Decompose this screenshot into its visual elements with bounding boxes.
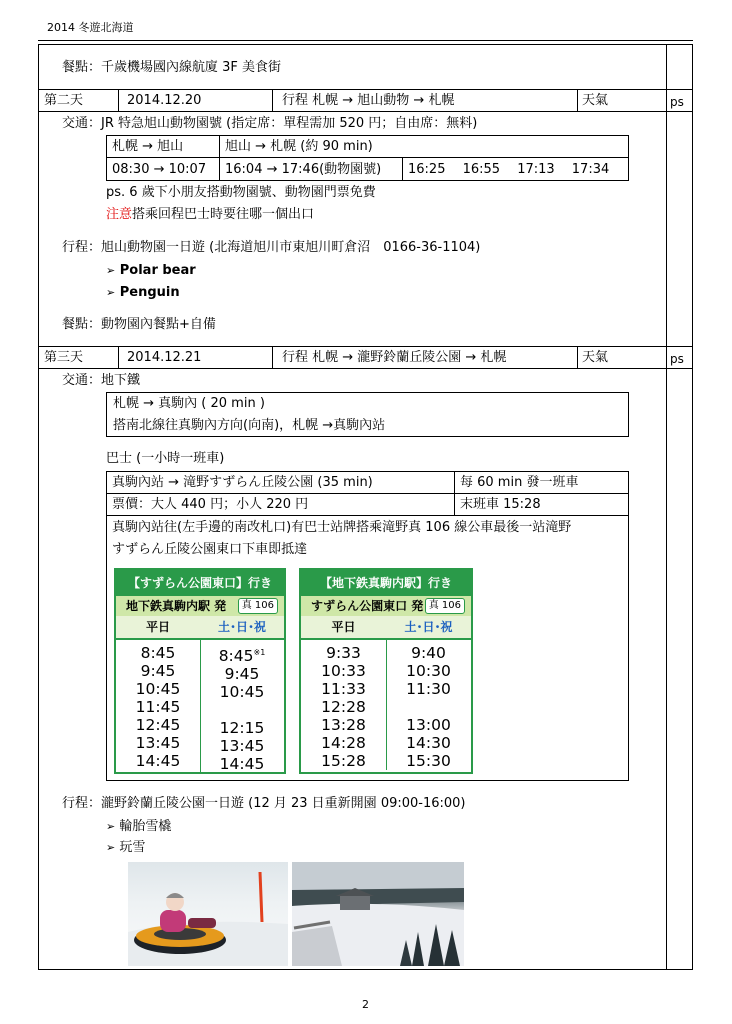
day2-label: 第二天 <box>44 93 84 108</box>
departure-time: 13:45 <box>135 734 181 752</box>
column-divider <box>577 346 578 368</box>
timetable-header: 【地下鉄真駒内駅】行き <box>301 570 471 596</box>
bullet-item <box>106 819 171 835</box>
meal-day1: 餐點：千歲機場國內線航廈 3F 美食街 <box>62 60 282 75</box>
departure-time: 9:40 <box>411 644 446 662</box>
photo-snow-park <box>292 862 464 966</box>
column-divider <box>454 471 455 515</box>
departure-time: 10:30 <box>406 662 451 680</box>
column-divider <box>666 89 667 111</box>
column-divider <box>272 346 273 368</box>
departure-time: 12:28 <box>321 698 366 716</box>
departure-time: 10:33 <box>321 662 366 680</box>
departure-time: 14:30 <box>406 734 451 752</box>
jr-return-route: 旭山 → 札幌 (約 90 min) <box>225 139 373 154</box>
col-weekend: 土･日･祝 <box>217 620 266 634</box>
departure-time: 9:45 <box>224 665 260 684</box>
bullet-item <box>106 263 196 279</box>
bullet-arrow-icon: ➢ <box>106 264 116 277</box>
column-divider <box>666 111 667 346</box>
column-divider <box>200 640 201 773</box>
bus-description: 真駒內站往(左手邊的南改札口)有巴士站牌搭乘滝野真 106 線公車最後一站滝野 <box>112 520 572 535</box>
column-divider <box>666 44 667 89</box>
departure-time: 13:45 <box>219 737 265 756</box>
bullet-arrow-icon: ➢ <box>106 286 116 299</box>
bus-last-departure: 末班車 15:28 <box>460 497 541 512</box>
timetable-station <box>301 596 471 616</box>
timetable-columns <box>116 616 284 640</box>
day3-weather: 天氣 <box>582 350 609 365</box>
departure-time: 11:33 <box>321 680 366 698</box>
row-divider <box>106 493 629 494</box>
caution-label: 注意 <box>106 207 133 222</box>
column-divider <box>402 157 403 181</box>
jr-return-alt-times: 16:25 16:55 17:13 17:34 <box>408 162 610 177</box>
bullet-text: Polar bear <box>119 263 196 278</box>
row-divider <box>38 89 693 90</box>
row-divider <box>106 157 629 158</box>
snow-tubing-illustration <box>128 862 288 966</box>
column-divider <box>386 640 387 770</box>
header-rule <box>38 40 693 41</box>
timetable-station <box>116 596 284 616</box>
bus-frequency: 每 60 min 發一班車 <box>460 475 579 490</box>
bullet-item <box>106 840 145 856</box>
jr-outbound-time: 08:30 → 10:07 <box>112 162 207 177</box>
bullet-text: 輪胎雪橇 <box>119 819 172 834</box>
jr-return-time: 16:04 → 17:46(動物園號) <box>225 162 382 177</box>
column-divider <box>219 135 220 181</box>
day2-date: 2014.12.20 <box>127 93 202 108</box>
bus-title: 巴士 (一小時一班車) <box>106 451 225 466</box>
departure-time: 12:45 <box>135 716 181 734</box>
column-divider <box>272 89 273 111</box>
page-number: 2 <box>362 998 369 1011</box>
day2-weather: 天氣 <box>582 93 609 108</box>
col-weekday: 平日 <box>145 620 170 634</box>
departure-time: 13:00 <box>406 716 451 734</box>
day3-ps: ps <box>670 352 684 366</box>
departure-time-empty <box>386 698 471 716</box>
caution-text: 搭乘回程巴士時要往哪一個出口 <box>132 207 315 222</box>
day2-note-children: ps. 6 歲下小朋友搭動物園號、動物園門票免費 <box>106 185 376 200</box>
bullet-arrow-icon: ➢ <box>106 841 116 854</box>
weekend-times <box>200 640 284 773</box>
station-name: すずらん公園東口 発 <box>311 599 424 613</box>
document-header: 2014 冬遊北海道 <box>47 21 134 34</box>
day2-route: 行程 札幌 → 旭山動物 → 札幌 <box>282 93 455 108</box>
departure-time: 11:45 <box>135 698 181 716</box>
row-divider <box>38 111 693 112</box>
departure-time: 15:28 <box>321 752 366 770</box>
route-tag: 真 106 <box>238 598 278 614</box>
row-divider <box>38 368 693 369</box>
jr-outbound-route: 札幌 → 旭山 <box>112 139 184 154</box>
row-divider <box>38 346 693 347</box>
departure-time: 10:45 <box>219 683 265 702</box>
bullet-arrow-icon: ➢ <box>106 820 116 833</box>
col-weekday: 平日 <box>331 620 356 634</box>
column-divider <box>118 346 119 368</box>
bus-route: 真駒內站 → 滝野すずらん丘陵公園 (35 min) <box>112 475 373 490</box>
station-name: 地下鉄真駒内駅 発 <box>126 599 227 613</box>
departure-time: 15:30 <box>406 752 451 770</box>
day2-note-caution <box>106 207 314 223</box>
column-divider <box>577 89 578 111</box>
day2-meal: 餐點：動物園內餐點+自備 <box>62 317 216 332</box>
departure-time: 9:45 <box>140 662 176 680</box>
snow-park-illustration <box>292 862 464 966</box>
column-divider <box>118 89 119 111</box>
subway-route: 札幌 → 真駒內 ( 20 min ) <box>113 396 265 411</box>
column-divider <box>666 346 667 970</box>
timetable-to-park <box>114 568 286 774</box>
day2-itinerary: 行程：旭山動物園一日遊 (北海道旭川市東旭川町倉沼 0166-36-1104) <box>62 240 481 255</box>
departure-time: 12:15 <box>219 719 265 738</box>
weekday-times <box>116 640 200 773</box>
departure-time: 14:28 <box>321 734 366 752</box>
timetable-columns <box>301 616 471 640</box>
departure-time <box>200 644 284 665</box>
time-text: 8:45 <box>218 647 254 666</box>
departure-time: 8:45 <box>140 644 176 662</box>
departure-time-empty <box>200 701 284 719</box>
weekend-times <box>386 640 471 770</box>
day3-label: 第三天 <box>44 350 84 365</box>
timetable-header: 【すずらん公園東口】行き <box>116 570 284 596</box>
timetable-body <box>301 640 471 770</box>
day3-route: 行程 札幌 → 瀧野鈴蘭丘陵公園 → 札幌 <box>282 350 507 365</box>
col-weekend: 土･日･祝 <box>404 620 453 634</box>
bus-description: すずらん丘陵公園東口下車即抵達 <box>112 542 308 557</box>
departure-time: 13:28 <box>321 716 366 734</box>
route-tag: 真 106 <box>425 598 465 614</box>
day2-ps: ps <box>670 95 684 109</box>
weekday-times <box>301 640 386 770</box>
footnote-mark: ※1 <box>253 648 266 657</box>
departure-time: 9:33 <box>326 644 361 662</box>
bullet-text: 玩雪 <box>119 840 146 855</box>
departure-time: 10:45 <box>135 680 181 698</box>
day3-date: 2014.12.21 <box>127 350 202 365</box>
timetable-to-station <box>299 568 473 774</box>
bullet-item <box>106 285 180 301</box>
day3-transport: 交通：地下鐵 <box>62 373 141 388</box>
day3-itinerary: 行程：瀧野鈴蘭丘陵公園一日遊 (12 月 23 日重新開園 09:00-16:00) <box>62 796 466 811</box>
day2-transport: 交通：JR 特急旭山動物園號 (指定席：單程需加 520 円；自由席：無料) <box>62 116 478 131</box>
row-divider <box>106 515 629 516</box>
bus-fare: 票價：大人 440 円；小人 220 円 <box>112 497 309 512</box>
departure-time: 11:30 <box>406 680 451 698</box>
photo-snow-tubing <box>128 862 288 966</box>
departure-time: 14:45 <box>219 755 265 774</box>
timetable-body <box>116 640 284 773</box>
departure-time: 14:45 <box>135 752 181 770</box>
bullet-text: Penguin <box>119 285 180 300</box>
subway-direction: 搭南北線往真駒內方向(向南)，札幌 →真駒內站 <box>113 418 386 433</box>
